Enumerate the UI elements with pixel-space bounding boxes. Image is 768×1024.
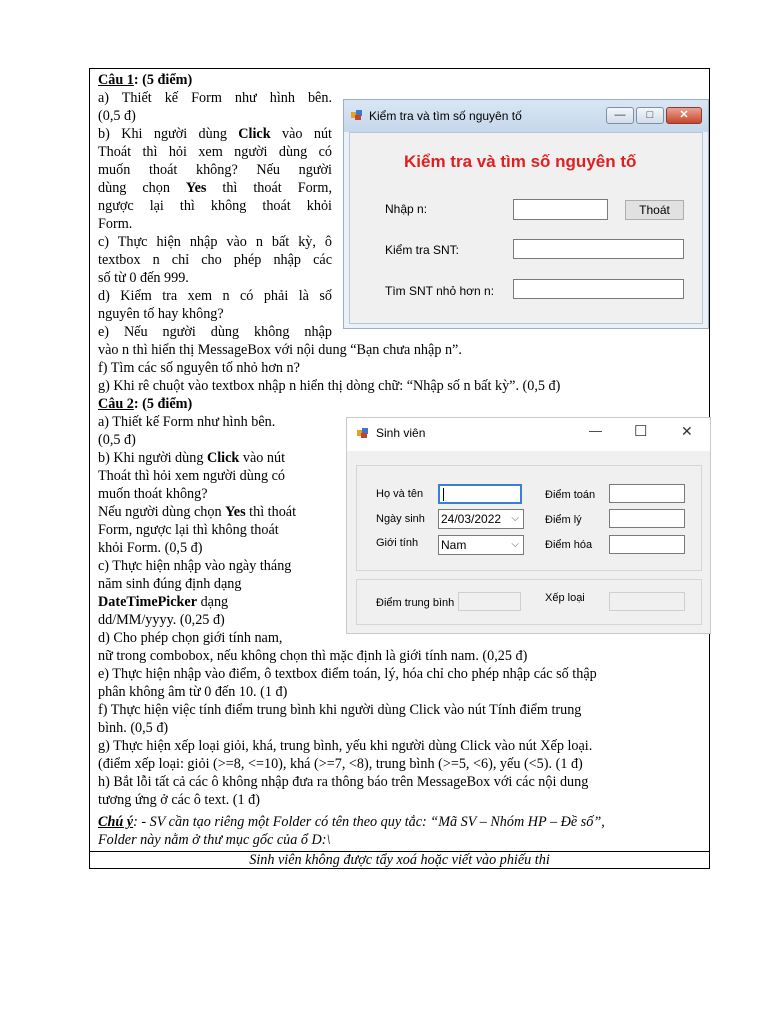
q1-line-a-points: (0,5 đ) [98,108,136,124]
student-form-client [347,451,710,633]
q2-line-b3: muốn thoát không? [98,486,208,502]
q2-line-d2: nữ trong combobox, nếu không chọn thì mặc định là giới tính nam. (0,25 đ) [98,648,528,664]
minimize-button[interactable]: — [589,423,602,438]
label-find-primes: Tìm SNT nhỏ hơn n: [385,284,495,298]
label-rank: Xếp loại [545,592,585,604]
q2-line-a: a) Thiết kế Form như hình bên. [98,414,276,430]
app-icon [357,428,370,439]
prime-form-title: Kiểm tra và tìm số nguyên tố [369,109,522,123]
q2-line-e: e) Thực hiện nhập vào điểm, ô textbox điểm toán, lý, hóa chỉ cho phép nhập các số thập [98,666,597,682]
student-form-window [346,417,711,634]
find-primes-field[interactable] [513,279,684,299]
average-field [458,592,521,611]
input-n-field[interactable] [513,199,608,220]
q1-line-d: d) Kiểm tra xem n có phải là số [98,288,332,304]
q1-line-b6: Form. [98,216,133,232]
footer-note: Sinh viên không được tẩy xoá hoặc viết vào phiếu thi [249,852,550,868]
note-line-2: Folder này nằm ở thư mục gốc của ổ D:\ [98,832,331,848]
label-check-prime: Kiểm tra SNT: [385,243,460,257]
q2-line-e2: phân không âm từ 0 đến 10. (1 đ) [98,684,288,700]
exit-button[interactable]: Thoát [625,200,684,220]
q2-line-g: g) Thực hiện xếp loại giỏi, khá, trung bình, yếu khi người dùng Click vào nút Xếp loại. [98,738,593,754]
q1-line-g: g) Khi rê chuột vào textbox nhập n hiển thị dòng chữ: “Nhập số n bất kỳ”. (0,5 đ) [98,378,561,394]
q2-line-c: c) Thực hiện nhập vào ngày tháng [98,558,292,574]
text-caret [443,488,444,501]
q1-line-d2: nguyên tố hay không? [98,306,224,322]
prime-form-heading: Kiểm tra và tìm số nguyên tố [404,152,637,171]
q2-heading: Câu 2 [98,396,134,412]
q2-line-f: f) Thực hiện việc tính điểm trung bình khi người dùng Click vào nút Tính điểm trung [98,702,582,718]
q2-line-b5: Form, ngược lại thì không thoát [98,522,279,538]
q2-line-b: b) Khi người dùng Click vào nút [98,450,286,466]
label-average: Điểm trung bình [376,597,455,609]
q2-line-g2: (điểm xếp loại: giỏi (>=8, <=10), khá (>=7, <8), trung bình (>=5, <6), yếu (<5). (1 đ) [98,756,583,772]
q2-line-c2: năm sinh đúng định dạng [98,576,242,592]
q1-line-b3: muốn thoát không? Nếu người [98,162,332,178]
label-physics-score: Điểm lý [545,514,582,526]
app-icon [351,110,364,121]
q2-line-a-points: (0,5 đ) [98,432,136,448]
q1-line-b5: ngược lại thì không thoát khỏi [98,198,332,214]
label-full-name: Họ và tên [376,488,424,500]
note-line-1: Chú ý: - SV cần tạo riêng một Folder có tên theo quy tắc: “Mã SV – Nhóm HP – Đề số”, [98,814,605,830]
prime-form-client [349,132,703,324]
chem-score-field[interactable] [609,535,685,554]
close-button[interactable]: ✕ [666,107,702,124]
q1-heading-line [98,71,192,89]
gender-combobox[interactable] [438,535,524,555]
dob-value: 24/03/2022 [441,512,502,526]
q2-line-c4: dd/MM/yyyy. (0,25 đ) [98,612,225,628]
prime-form-titlebar [344,100,708,132]
q1-heading: Câu 1 [98,72,134,88]
label-math-score: Điểm toán [545,489,596,501]
label-input-n: Nhập n: [385,202,428,216]
q2-line-b4: Nếu người dùng chọn Yes thì thoát [98,504,297,520]
label-chem-score: Điểm hóa [545,539,593,551]
q1-line-c3: số từ 0 đến 999. [98,270,189,286]
dob-datetimepicker[interactable] [438,509,524,529]
close-button[interactable]: ✕ [681,423,693,439]
prime-form-window [343,99,709,329]
q1-line-c2: textbox n chỉ cho phép nhập các [98,252,332,268]
q2-heading-line [98,395,192,413]
chevron-down-icon[interactable]: ⌵ [511,539,519,550]
q1-line-f: f) Tìm các số nguyên tố nhỏ hơn n? [98,360,300,376]
q1-line-e: e) Nếu người dùng không nhập [98,324,332,340]
student-form-title: Sinh viên [376,426,426,440]
q1-line-b: b) Khi người dùng Click vào nút [98,126,332,142]
maximize-button[interactable]: ☐ [634,423,648,440]
q1-points: : (5 điểm) [133,72,193,88]
q1-line-a: a) Thiết kế Form như hình bên. [98,90,332,106]
math-score-field[interactable] [609,484,685,503]
q2-line-c3: DateTimePicker dạng [98,594,229,610]
check-prime-field[interactable] [513,239,684,259]
q1-line-b2: Thoát thì hỏi xem người dùng có [98,144,332,160]
q2-points: : (5 điểm) [133,396,193,412]
rank-field [609,592,685,611]
q1-line-c: c) Thực hiện nhập vào n bất kỳ, ô [98,234,332,250]
label-gender: Giới tính [376,537,419,549]
gender-value: Nam [441,538,467,552]
q2-line-h: h) Bắt lỗi tất cả các ô không nhập đưa ra thông báo trên MessageBox với các nội dung [98,774,589,790]
minimize-button[interactable]: — [606,107,634,124]
chevron-down-icon[interactable]: ⌵ [511,513,519,524]
q1-line-e2: vào n thì hiển thị MessageBox với nội dung “Bạn chưa nhập n”. [98,342,462,358]
q2-line-f2: bình. (0,5 đ) [98,720,169,736]
q1-line-b4: dùng chọn Yes thì thoát Form, [98,180,332,196]
maximize-button[interactable]: □ [636,107,664,124]
q2-line-d: d) Cho phép chọn giới tính nam, [98,630,283,646]
q2-line-b2: Thoát thì hỏi xem người dùng có [98,468,285,484]
full-name-field[interactable] [438,484,522,504]
physics-score-field[interactable] [609,509,685,528]
q2-line-h2: tương ứng ở các ô text. (1 đ) [98,792,260,808]
q2-line-b6: khỏi Form. (0,5 đ) [98,540,203,556]
label-dob: Ngày sinh [376,513,425,525]
